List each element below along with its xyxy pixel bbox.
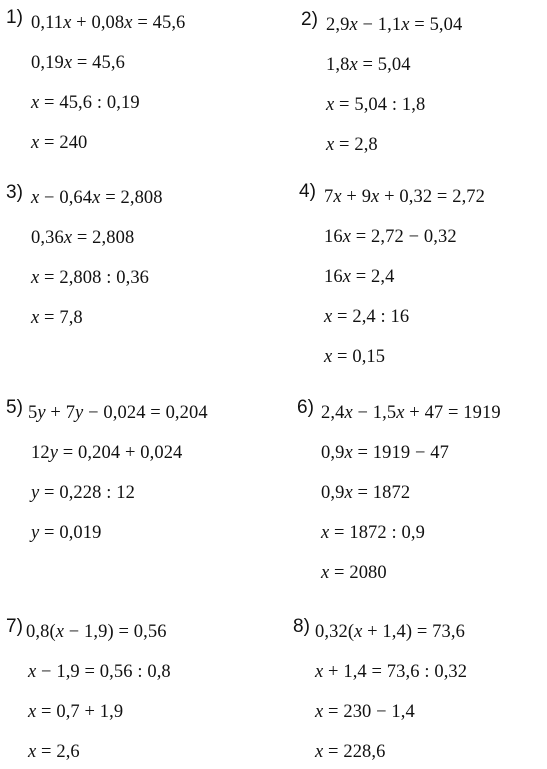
equation-line: 0,9x = 1919 − 47 [321, 443, 449, 463]
equation-line: x = 230 − 1,4 [315, 702, 415, 722]
equation-line: x = 2,8 [326, 135, 378, 155]
equation-line: 0,11x + 0,08x = 45,6 [31, 13, 186, 33]
equation-line: 2,4x − 1,5x + 47 = 1919 [321, 403, 501, 423]
equation-line: 16x = 2,72 − 0,32 [324, 227, 457, 247]
equation-line: 0,36x = 2,808 [31, 228, 135, 248]
problem-number: 7) [6, 616, 23, 637]
equation-line: y = 0,019 [31, 523, 102, 543]
equation-line: x = 2080 [321, 563, 387, 583]
equation-line: x = 1872 : 0,9 [321, 523, 425, 543]
equation-line: 16x = 2,4 [324, 267, 395, 287]
equation-line: 7x + 9x + 0,32 = 2,72 [324, 187, 486, 207]
problem-number: 5) [6, 397, 23, 418]
problem-number: 8) [293, 616, 310, 637]
equation-line: x − 0,64x = 2,808 [31, 188, 163, 208]
equation-line: x = 0,15 [324, 347, 386, 367]
problem-number: 4) [299, 181, 316, 202]
problem-number: 3) [6, 182, 23, 203]
equation-line: x = 45,6 : 0,19 [31, 93, 140, 113]
problem-number: 1) [6, 7, 23, 28]
equation-line: x − 1,9 = 0,56 : 0,8 [28, 662, 171, 682]
equation-line: 1,8x = 5,04 [326, 55, 411, 75]
equation-line: y = 0,228 : 12 [31, 483, 135, 503]
problem-number: 6) [297, 397, 314, 418]
equation-line: x = 0,7 + 1,9 [28, 702, 124, 722]
equation-line: 0,9x = 1872 [321, 483, 411, 503]
equation-line: 2,9x − 1,1x = 5,04 [326, 15, 463, 35]
equation-line: x = 2,808 : 0,36 [31, 268, 150, 288]
equation-line: x = 5,04 : 1,8 [326, 95, 426, 115]
equation-line: x = 240 [31, 133, 88, 153]
equation-line: 0,8(x − 1,9) = 0,56 [26, 622, 167, 642]
equation-line: x = 7,8 [31, 308, 83, 328]
equation-line: 0,19x = 45,6 [31, 53, 125, 73]
equation-line: x = 2,4 : 16 [324, 307, 410, 327]
equation-line: x = 228,6 [315, 742, 386, 762]
equation-line: 0,32(x + 1,4) = 73,6 [315, 622, 465, 642]
equation-line: x = 2,6 [28, 742, 80, 762]
equation-line: 12y = 0,204 + 0,024 [31, 443, 183, 463]
equation-line: 5y + 7y − 0,024 = 0,204 [28, 403, 208, 423]
problem-number: 2) [301, 9, 318, 30]
equation-line: x + 1,4 = 73,6 : 0,32 [315, 662, 468, 682]
